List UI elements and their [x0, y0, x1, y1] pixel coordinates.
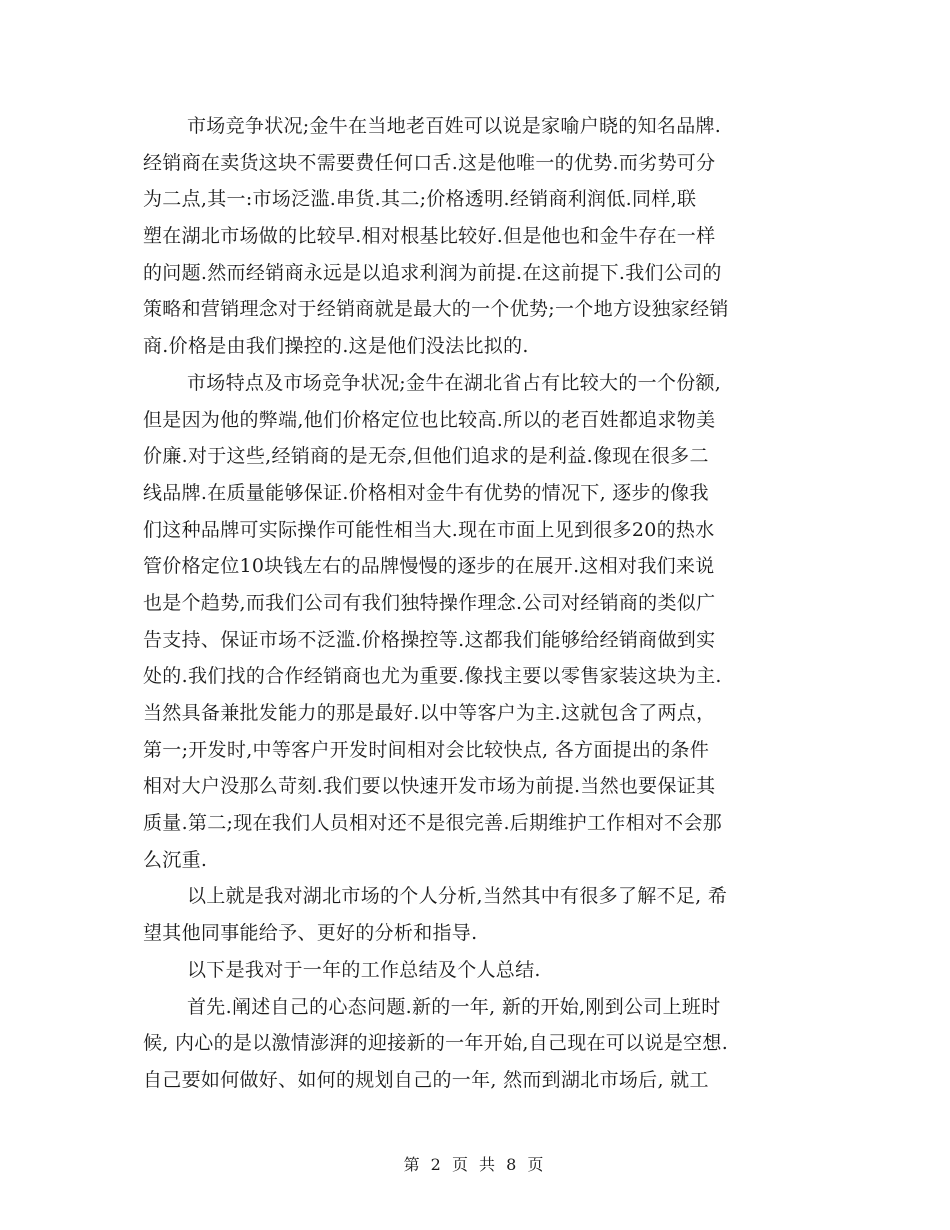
text-line: 的问题.然而经销商永远是以追求利润为前提.在这前提下.我们公司的 [143, 261, 722, 284]
text-line: 以下是我对于一年的工作总结及个人总结. [187, 958, 541, 981]
text-line: 市场特点及市场竞争状况;金牛在湖北省占有比较大的一个份额, [187, 371, 722, 394]
text-line: 们这种品牌可实际操作可能性相当大.现在市面上见到很多20的热水 [143, 518, 715, 541]
text-line: 当然具备兼批发能力的那是最好.以中等客户为主.这就包含了两点， [143, 702, 716, 724]
page-number-footer: 第 2 页 共 8 页 [403, 1155, 547, 1174]
text-line: 质量.第二;现在我们人员相对还不是很完善.后期维护工作相对不会那 [143, 812, 723, 835]
text-line: 但是因为他的弊端,他们价格定位也比较高.所以的老百姓都追求物美 [143, 408, 716, 431]
text-line: 策略和营销理念对于经销商就是最大的一个优势;一个地方设独家经销 [143, 298, 729, 321]
text-line: 商.价格是由我们操控的.这是他们没法比拟的. [143, 335, 529, 358]
text-line: 处的.我们找的合作经销商也尤为重要.像找主要以零售家装这块为主. [143, 665, 722, 688]
text-line: 线品牌.在质量能够保证.价格相对金牛有优势的情况下, 逐步的像我 [143, 481, 709, 504]
text-line: 告支持、保证市场不泛滥.价格操控等.这都我们能够给经销商做到实 [143, 628, 716, 651]
text-line: 相对大户没那么苛刻.我们要以快速开发市场为前提.当然也要保证其 [143, 775, 716, 798]
document-body [143, 108, 803, 1099]
text-line: 第一;开发时,中等客户开发时间相对会比较快点, 各方面提出的条件 [143, 738, 710, 761]
text-line: 为二点,其一:市场泛滥.串货.其二;价格透明.经销商利润低.同样,联 [143, 188, 697, 211]
text-line: 望其他同事能给予、更好的分析和指导. [143, 922, 478, 945]
text-line: 自己要如何做好、如何的规划自己的一年, 然而到湖北市场后, 就工 [143, 1068, 709, 1091]
text-line: 首先.阐述自己的心态问题.新的一年, 新的开始,刚到公司上班时 [187, 995, 721, 1018]
text-line: 么沉重. [143, 848, 208, 871]
text-line: 塑在湖北市场做的比较早.相对根基比较好.但是他也和金牛存在一样 [143, 225, 716, 248]
text-line: 候, 内心的是以激情澎湃的迎接新的一年开始,自己现在可以说是空想. [143, 1032, 729, 1055]
text-line: 以上就是我对湖北市场的个人分析,当然其中有很多了解不足, 希 [187, 885, 728, 908]
text-line: 经销商在卖货这块不需要费任何口舌.这是他唯一的优势.而劣势可分 [143, 151, 716, 174]
text-line: 也是个趋势,而我们公司有我们独特操作理念.公司对经销商的类似广 [143, 591, 716, 614]
text-line: 管价格定位10块钱左右的品牌慢慢的逐步的在展开.这相对我们来说 [143, 555, 715, 578]
text-line: 市场竞争状况;金牛在当地老百姓可以说是家喻户晓的知名品牌. [187, 115, 722, 137]
text-line: 价廉.对于这些,经销商的是无奈,但他们追求的是利益.像现在很多二 [143, 445, 709, 468]
